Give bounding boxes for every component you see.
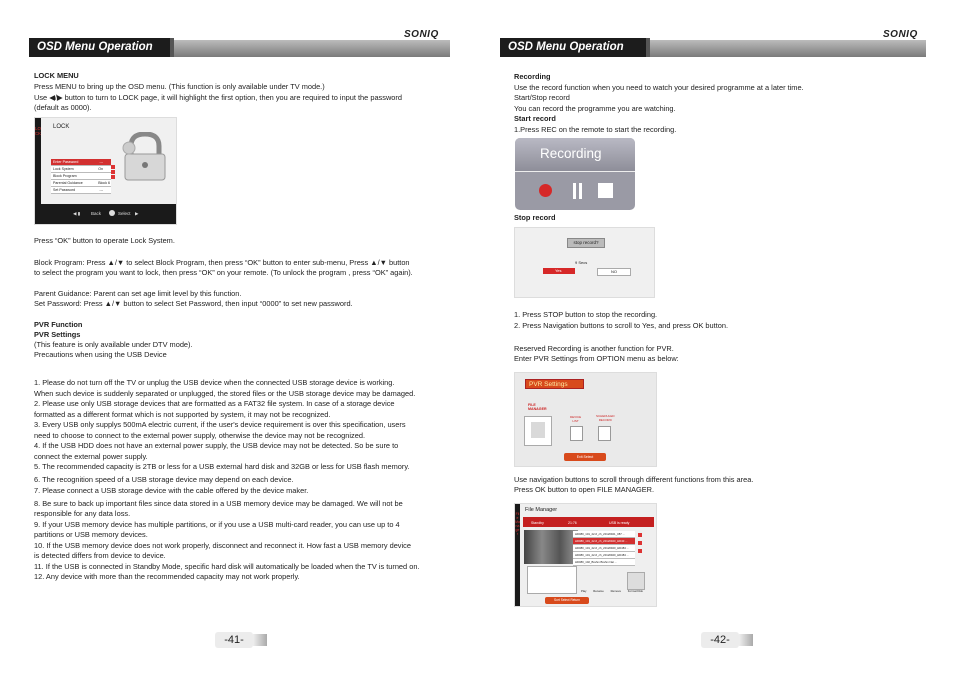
legend <box>581 589 655 593</box>
stop-line: 2. Press Navigation buttons to scroll to Yes, and press OK button. <box>514 321 729 330</box>
lock-screen <box>34 117 177 225</box>
note-line: When such device is suddenly separated or unplugged, the stored files or the USB storage device may be damaged. <box>34 389 416 398</box>
list-item[interactable]: HD080_101_22-6_ch_20120920_HD484 ... <box>573 552 635 559</box>
note-line: 5. The recommended capacity is 2TB or less for a USB external hard disk and 32GB or less for USB flash memory. <box>34 462 410 471</box>
reserved-line: Reserved Recording is another function for PVR. <box>514 344 674 353</box>
pvr-footer: Exit Select <box>564 453 606 461</box>
password-line: Set Password: Press ▲/▼ button to select Set Password, then input “0000” to set new password. <box>34 299 353 308</box>
file-manager-screen <box>514 503 657 607</box>
list-item[interactable]: Set Password --- <box>51 187 111 194</box>
note-line: 7. Please connect a USB storage device with the cable offered by the device maker. <box>34 486 309 495</box>
reserved-line: Enter PVR Settings from OPTION menu as below: <box>514 354 679 363</box>
note-line: 4. If the USB HDD does not have an external power supply, the USB device may not be detected. So be sure to <box>34 441 399 450</box>
note-line: partitions or USB memory devices. <box>34 530 148 539</box>
list-item[interactable]: HD080_101_22-6_ch_20120920_HD40 ... <box>573 538 635 545</box>
scheduled-record-button[interactable] <box>598 426 611 441</box>
yes-button[interactable]: Yes <box>543 268 575 274</box>
parental-line: Parent Guidance: Parent can set age limit level by this function. <box>34 289 242 298</box>
note-line: is detected differs from device to device. <box>34 551 166 560</box>
precautions-title: Precautions when using the USB Device <box>34 350 167 359</box>
lock-menu-title: LOCK MENU <box>34 71 79 80</box>
forward-icon: ▶ <box>135 211 139 216</box>
pvr-note: (This feature is only available under DTV mode). <box>34 340 193 349</box>
note-line: responsible for any data loss. <box>34 509 131 518</box>
section-header: OSD Menu Operation <box>29 38 174 57</box>
screen-title: LOCK <box>53 124 70 130</box>
file-info-panel <box>527 566 577 594</box>
legend-rename: Rename <box>593 589 604 593</box>
start-line: 1.Press REC on the remote to start the recording. <box>514 125 677 134</box>
side-label: File Manager <box>515 512 520 536</box>
start-record-title: Start record <box>514 114 556 123</box>
note-line: 3. Every USB only supplys 500mA electric current, if the user's device requirement is over this specification, users <box>34 420 406 429</box>
page-number-strip <box>739 634 753 646</box>
pause-icon-bar <box>579 183 582 199</box>
note-line: 6. The recognition speed of a USB storage device may depend on each device. <box>34 475 294 484</box>
recording-panel <box>515 138 635 210</box>
dialog-question: stop record? <box>567 238 605 248</box>
note-line: 11. If the USB is connected in Standby Mode, specific hard disk will automatically be loaded when the TV is turned on. <box>34 562 420 571</box>
file-manager-label: FILE MANAGER <box>528 403 547 412</box>
note-line: connect the external power supply. <box>34 452 148 461</box>
legend-play: Play <box>581 589 587 593</box>
list-item[interactable]: Parental Guidance Block 6 <box>53 181 110 185</box>
status-usb: USB is ready <box>609 521 630 525</box>
scheduled-record-label: SCHEDULED RECORD <box>596 414 615 422</box>
brand-logo: SONIQ <box>883 29 918 40</box>
ok-line: Press “OK” button to operate Lock System. <box>34 236 175 245</box>
scroll-arrows[interactable] <box>638 533 642 557</box>
scroll-arrows[interactable] <box>111 165 115 181</box>
list-item[interactable]: HD080_101_22-6_ch_20120920_HD484 ... <box>573 545 635 552</box>
nav-line: Use navigation buttons to scroll through different functions from this area. <box>514 475 754 484</box>
legend-remove: Remove <box>610 589 622 593</box>
file-list <box>573 531 635 566</box>
pvr-settings-screen <box>514 372 657 467</box>
status-bar <box>523 517 654 527</box>
fm-footer: Sort Select Return <box>545 597 589 604</box>
status-time: 21:76 <box>568 521 577 525</box>
list-item[interactable]: Block Program <box>51 173 111 180</box>
recording-line: You can record the programme you are watching. <box>514 104 676 113</box>
note-line: 8. Be sure to back up important files since data stored in a USB memory device may be damaged. We will not be <box>34 499 403 508</box>
stop-record-title: Stop record <box>514 213 556 222</box>
nav-line: Press OK button to open FILE MANAGER. <box>514 485 655 494</box>
pause-icon[interactable] <box>573 183 576 199</box>
list-item[interactable]: Enter Password --- <box>51 159 111 166</box>
back-icon: ◀ ▮ <box>73 211 81 216</box>
recording-title: Recording <box>514 72 551 81</box>
stop-icon[interactable] <box>598 183 613 198</box>
side-label: LOCK <box>34 126 42 136</box>
recording-line: Use the record function when you need to watch your desired programme at a later time. <box>514 83 804 92</box>
disk-icon <box>627 572 645 590</box>
screen-title: File Manager <box>525 507 558 513</box>
note-line: 9. If your USB memory device has multiple partitions, or if you use a USB multi-card reader, you can use up to 4 <box>34 520 400 529</box>
legend-format: Format Disk <box>627 589 643 593</box>
footer-bar <box>35 204 176 224</box>
dialog-countdown: 9 Secs <box>575 260 588 265</box>
list-item[interactable]: HD080_101_22-6_ch_20120921_087 ... <box>573 531 635 538</box>
device-list-label: DEVICE LIST <box>570 415 582 423</box>
recording-panel-title: Recording <box>540 146 602 161</box>
list-item[interactable]: Lock System On <box>51 166 111 173</box>
note-line: formatted as a different format which is not supported by system, it may not be recognized. <box>34 410 331 419</box>
section-header: OSD Menu Operation <box>500 38 650 57</box>
recording-line: Start/Stop record <box>514 93 570 102</box>
page-number: -42- <box>701 632 739 648</box>
block-line: Block Program: Press ▲/▼ to select Block Program, then press “OK” button to enter sub-menu, Press ▲/▼ button <box>34 258 410 267</box>
padlock-icon <box>119 132 171 182</box>
record-icon[interactable] <box>539 184 552 197</box>
file-manager-button[interactable] <box>524 416 552 446</box>
list-item[interactable]: HD080_102_Brahm Brahm Nat ... <box>573 559 635 566</box>
footer-back: Back <box>91 211 102 216</box>
intro-line: (default as 0000). <box>34 103 92 112</box>
pvr-settings-title: PVR Settings <box>525 379 584 389</box>
footer-select: Select <box>118 211 131 216</box>
intro-line: Press MENU to bring up the OSD menu. (This function is only available under TV mode.) <box>34 82 325 91</box>
stop-line: 1. Press STOP button to stop the recording. <box>514 310 658 319</box>
pvr-settings-title: PVR Settings <box>34 330 81 339</box>
device-list-button[interactable] <box>570 426 583 441</box>
page-number: -41- <box>215 632 253 648</box>
lock-options <box>51 159 111 194</box>
no-button[interactable]: NO <box>597 268 631 276</box>
video-preview <box>524 530 578 564</box>
block-line: to select the program you want to lock, then press “OK” on your remote. (To unlock the program , press “OK” again). <box>34 268 413 277</box>
note-line: 10. If the USB memory device does not work properly, disconnect and reconnect it. How fast a USB memory device <box>34 541 411 550</box>
note-line: 1. Please do not turn off the TV or unplug the USB device when the connected USB storage device is working. <box>34 378 395 387</box>
ok-icon <box>109 210 115 216</box>
stop-record-dialog <box>514 227 655 298</box>
status-mode: Standby <box>531 521 544 525</box>
intro-line: Use ◀/▶ button to turn to LOCK page, it will highlight the first option, then you are required to input the password <box>34 93 402 102</box>
pvr-function-title: PVR Function <box>34 320 83 329</box>
note-line: need to choose to connect to the external power supply, otherwise the device may not be recognized. <box>34 431 366 440</box>
page-number-strip <box>253 634 267 646</box>
note-line: 2. Please use only USB storage devices that are formatted as a FAT32 file system. In case of a storage device <box>34 399 395 408</box>
note-line: 12. Any device with more than the recommended capacity may not work properly. <box>34 572 300 581</box>
page-42 <box>477 0 954 674</box>
brand-logo: SONIQ <box>404 29 439 40</box>
folder-icon <box>531 422 545 438</box>
